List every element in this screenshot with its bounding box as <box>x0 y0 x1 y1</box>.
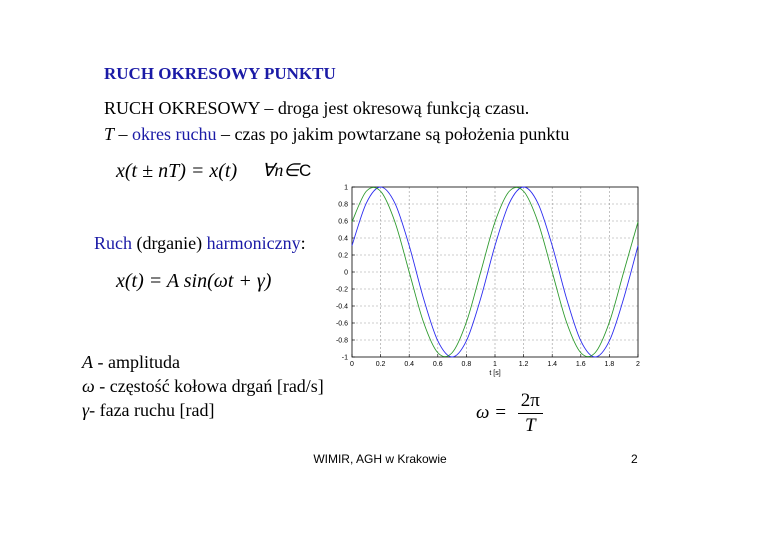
y-tick-label: -0.4 <box>335 303 348 311</box>
fraction-denominator: T <box>525 415 536 436</box>
symbol-omega: ω <box>82 376 95 396</box>
text-gamma: - faza ruchu [rad] <box>89 400 215 420</box>
x-tick-label: 1 <box>493 361 497 368</box>
y-tick-label: 0.6 <box>338 218 348 226</box>
symbol-gamma: γ <box>82 400 90 420</box>
fraction <box>518 390 543 437</box>
harmonic-word-1: Ruch <box>94 233 132 253</box>
x-tick-label: 0.8 <box>461 361 472 368</box>
x-tick-label: 0.4 <box>404 361 415 368</box>
y-tick-label: 1 <box>344 184 348 192</box>
period-term: okres ruchu <box>132 124 217 144</box>
definition-omega <box>82 374 324 398</box>
forall-n: ∀n∈ <box>262 160 299 180</box>
y-tick-label: -0.8 <box>335 337 348 345</box>
slide-heading: RUCH OKRESOWY PUNKTU <box>104 64 336 83</box>
definition-line-1: RUCH OKRESOWY – droga jest okresową funkcją czasu. <box>104 98 530 118</box>
omega-lhs: ω = <box>476 401 507 423</box>
definition-amplitude <box>82 350 324 374</box>
fraction-numerator: 2π <box>518 390 543 414</box>
periodicity-equation: x(t ± nT) = x(t) <box>116 160 238 182</box>
definition-gamma <box>82 398 324 422</box>
quantifier <box>262 160 311 181</box>
x-tick-label: 1.6 <box>575 361 586 368</box>
y-tick-label: -0.6 <box>335 320 348 328</box>
x-tick-label: 1.2 <box>518 361 529 368</box>
text-omega: - częstość kołowa drgań [rad/s] <box>94 376 324 396</box>
y-tick-label: 0.2 <box>338 252 348 260</box>
set-symbol: C <box>299 161 312 180</box>
harmonic-colon: : <box>300 233 306 253</box>
x-axis-label: t [s] <box>489 370 501 377</box>
harmonic-word-3: harmoniczny <box>206 233 301 253</box>
period-symbol: T <box>104 124 115 144</box>
omega-formula <box>476 390 543 437</box>
x-tick-label: 1.8 <box>604 361 615 368</box>
page-number: 2 <box>631 452 638 466</box>
symbol-A: A <box>82 352 93 372</box>
definition-line-2 <box>104 124 569 145</box>
harmonic-word-2: (drganie) <box>132 233 207 253</box>
symbol-definitions <box>82 350 324 422</box>
sine-chart <box>330 180 650 380</box>
text-amplitude: - amplituda <box>93 352 180 372</box>
x-tick-label: 2 <box>636 361 640 368</box>
x-tick-label: 0 <box>350 361 354 368</box>
x-tick-label: 0.6 <box>432 361 443 368</box>
harmonic-equation: x(t) = A sin(ωt + γ) <box>116 270 272 292</box>
y-tick-label: 0 <box>344 269 348 277</box>
x-tick-label: 0.2 <box>375 361 386 368</box>
y-tick-label: -1 <box>341 354 348 362</box>
y-tick-label: -0.2 <box>335 286 348 294</box>
y-tick-label: 0.8 <box>338 201 348 209</box>
footer: WIMIR, AGH w Krakowie <box>313 452 447 466</box>
period-definition: – czas po jakim powtarzane są położenia punktu <box>216 124 570 144</box>
y-tick-label: 0.4 <box>338 235 348 243</box>
harmonic-heading <box>94 233 306 254</box>
dash-1: – <box>114 124 133 144</box>
x-tick-label: 1.4 <box>547 361 558 368</box>
